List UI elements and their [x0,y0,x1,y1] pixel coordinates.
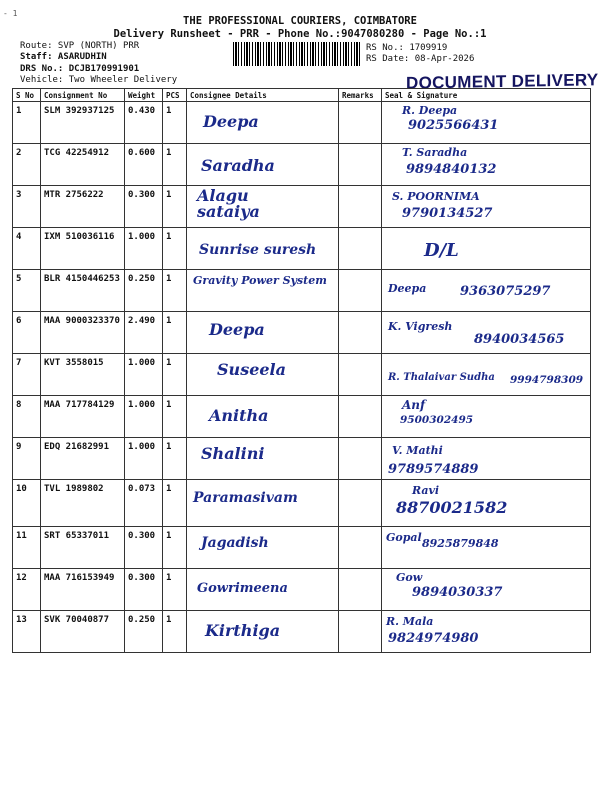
row-consignee [187,480,339,527]
row-sno: 7 [13,354,41,396]
row-sno: 6 [13,312,41,354]
row-pcs: 1 [163,480,187,527]
table-header-row [13,89,591,102]
row-pcs: 1 [163,102,187,144]
receiver-handwriting: Alagu sataiya [197,186,260,221]
row-weight: 1.000 [125,354,163,396]
row-consignment: MAA 717784129 [41,396,125,438]
signature-name: V. Mathi [392,444,443,457]
receiver-handwriting: Paramasivam [193,490,298,506]
runsheet-subtitle: Delivery Runsheet - PRR - Phone No.:9047080280 - Page No.:1 [113,28,487,40]
row-pcs: 1 [163,228,187,270]
row-consignee [187,102,339,144]
signature-phone: 8940034565 [474,332,565,347]
row-signature [382,228,591,270]
row-sno: 9 [13,438,41,480]
table-row [13,228,591,270]
corner-mark: - 1 [3,9,18,18]
table-row [13,144,591,186]
signature-phone: 9363075297 [460,284,551,299]
row-weight: 1.000 [125,438,163,480]
col-weight: Weight [125,89,163,102]
table-row [13,270,591,312]
receiver-handwriting: Anitha [209,406,269,425]
row-sno: 3 [13,186,41,228]
row-consignee [187,569,339,611]
row-sno: 2 [13,144,41,186]
table-row [13,438,591,480]
row-weight: 2.490 [125,312,163,354]
row-signature [382,270,591,312]
row-pcs: 1 [163,270,187,312]
row-consignee [187,527,339,569]
row-sno: 10 [13,480,41,527]
row-pcs: 1 [163,438,187,480]
row-remarks [339,480,382,527]
signature-phone: 8925879848 [422,537,499,550]
company-title: THE PROFESSIONAL COURIERS, COIMBATORE [183,15,417,27]
row-remarks [339,186,382,228]
receiver-handwriting: Gravity Power System [193,274,327,287]
signature-name: S. POORNIMA [392,190,480,203]
receiver-handwriting: Gowrimeena [197,581,288,596]
row-consignment: IXM 510036116 [41,228,125,270]
row-remarks [339,611,382,653]
runsheet-table [12,88,591,653]
row-weight: 0.300 [125,569,163,611]
row-consignment: SVK 70040877 [41,611,125,653]
row-weight: 0.430 [125,102,163,144]
signature-phone: 9025566431 [408,118,499,133]
document-delivery-stamp: DOCUMENT DELIVERY [406,70,599,93]
row-signature [382,186,591,228]
row-signature [382,102,591,144]
receiver-handwriting: Deepa [209,320,265,339]
signature-phone: 9790134527 [402,206,493,221]
row-consignee [187,438,339,480]
signature-phone: 9789574889 [388,462,479,477]
receiver-handwriting: Deepa [203,112,259,131]
barcode [233,42,361,66]
table-row [13,186,591,228]
signature-phone: 9994798309 [510,374,584,386]
row-pcs: 1 [163,569,187,611]
row-consignee [187,186,339,228]
row-pcs: 1 [163,527,187,569]
row-sno: 13 [13,611,41,653]
col-sno: S No [13,89,41,102]
row-consignee [187,270,339,312]
signature-phone: 9500302495 [400,414,474,426]
drs-label: DRS No.: DCJB170991901 [20,64,140,74]
signature-name: K. Vigresh [388,320,453,333]
rs-number: RS No.: 1709919 [366,43,448,53]
row-consignment: MAA 716153949 [41,569,125,611]
row-consignee [187,312,339,354]
row-weight: 0.250 [125,611,163,653]
row-consignment: EDQ 21682991 [41,438,125,480]
row-signature [382,569,591,611]
row-consignment: TVL 1989802 [41,480,125,527]
row-consignee [187,611,339,653]
rs-date: RS Date: 08-Apr-2026 [366,54,475,64]
row-consignment: BLR 4150446253 [41,270,125,312]
row-weight: 0.300 [125,527,163,569]
row-remarks [339,396,382,438]
table-row [13,569,591,611]
signature-phone: 9894030337 [412,585,503,600]
signature-name: Ravi [412,484,440,497]
row-weight: 0.300 [125,186,163,228]
signature-name: Gow [396,571,423,584]
row-consignment: SRT 65337011 [41,527,125,569]
signature-name: Gopal [386,531,422,544]
row-signature [382,527,591,569]
row-pcs: 1 [163,144,187,186]
table-row [13,527,591,569]
receiver-handwriting: Jagadish [201,535,269,551]
row-consignment: SLM 392937125 [41,102,125,144]
row-weight: 0.600 [125,144,163,186]
row-signature [382,480,591,527]
staff-label: Staff: ASARUDHIN [20,52,107,62]
receiver-handwriting: Sunrise suresh [199,242,317,258]
row-remarks [339,354,382,396]
col-seal: Seal & Signature [382,89,591,102]
signature-phone: 8870021582 [396,498,508,517]
row-consignment: MAA 9000323370 [41,312,125,354]
row-sno: 12 [13,569,41,611]
row-signature [382,144,591,186]
row-consignment: KVT 3558015 [41,354,125,396]
row-pcs: 1 [163,312,187,354]
table-row [13,102,591,144]
row-signature [382,396,591,438]
table-row [13,480,591,527]
row-remarks [339,144,382,186]
row-sno: 4 [13,228,41,270]
signature-name: R. Mala [386,615,434,628]
row-consignee [187,354,339,396]
table-row [13,354,591,396]
row-remarks [339,527,382,569]
row-remarks [339,312,382,354]
row-remarks [339,569,382,611]
table-row [13,611,591,653]
vehicle-label: Vehicle: Two Wheeler Delivery [20,75,178,85]
signature-phone: 9824974980 [388,631,479,646]
col-remarks: Remarks [339,89,382,102]
signature-name: D/L [424,240,459,261]
row-consignee [187,144,339,186]
row-consignee [187,228,339,270]
receiver-handwriting: Suseela [217,360,286,379]
row-remarks [339,228,382,270]
row-sno: 11 [13,527,41,569]
row-weight: 0.073 [125,480,163,527]
row-weight: 1.000 [125,228,163,270]
route-label: Route: SVP (NORTH) PRR [20,41,140,51]
receiver-handwriting: Kirthiga [205,621,281,640]
row-consignment: MTR 2756222 [41,186,125,228]
receiver-handwriting: Saradha [201,156,275,175]
row-pcs: 1 [163,354,187,396]
row-consignee [187,396,339,438]
row-sno: 8 [13,396,41,438]
signature-name: Deepa [388,282,427,295]
row-signature [382,354,591,396]
row-weight: 1.000 [125,396,163,438]
row-pcs: 1 [163,611,187,653]
table-row [13,396,591,438]
row-pcs: 1 [163,396,187,438]
row-sno: 5 [13,270,41,312]
row-remarks [339,102,382,144]
signature-name: R. Deepa [402,104,458,117]
signature-phone: 9894840132 [406,162,497,177]
col-consignee: Consignee Details [187,89,339,102]
receiver-handwriting: Shalini [201,444,265,463]
signature-name: T. Saradha [402,146,468,159]
signature-name: R. Thalaivar Sudha [388,372,495,383]
row-remarks [339,438,382,480]
col-consignment: Consignment No [41,89,125,102]
row-consignment: TCG 42254912 [41,144,125,186]
row-signature [382,312,591,354]
row-weight: 0.250 [125,270,163,312]
row-signature [382,438,591,480]
row-remarks [339,270,382,312]
signature-name: Anf [402,398,426,412]
row-signature [382,611,591,653]
table-row [13,312,591,354]
col-pcs: PCS [163,89,187,102]
row-sno: 1 [13,102,41,144]
row-pcs: 1 [163,186,187,228]
